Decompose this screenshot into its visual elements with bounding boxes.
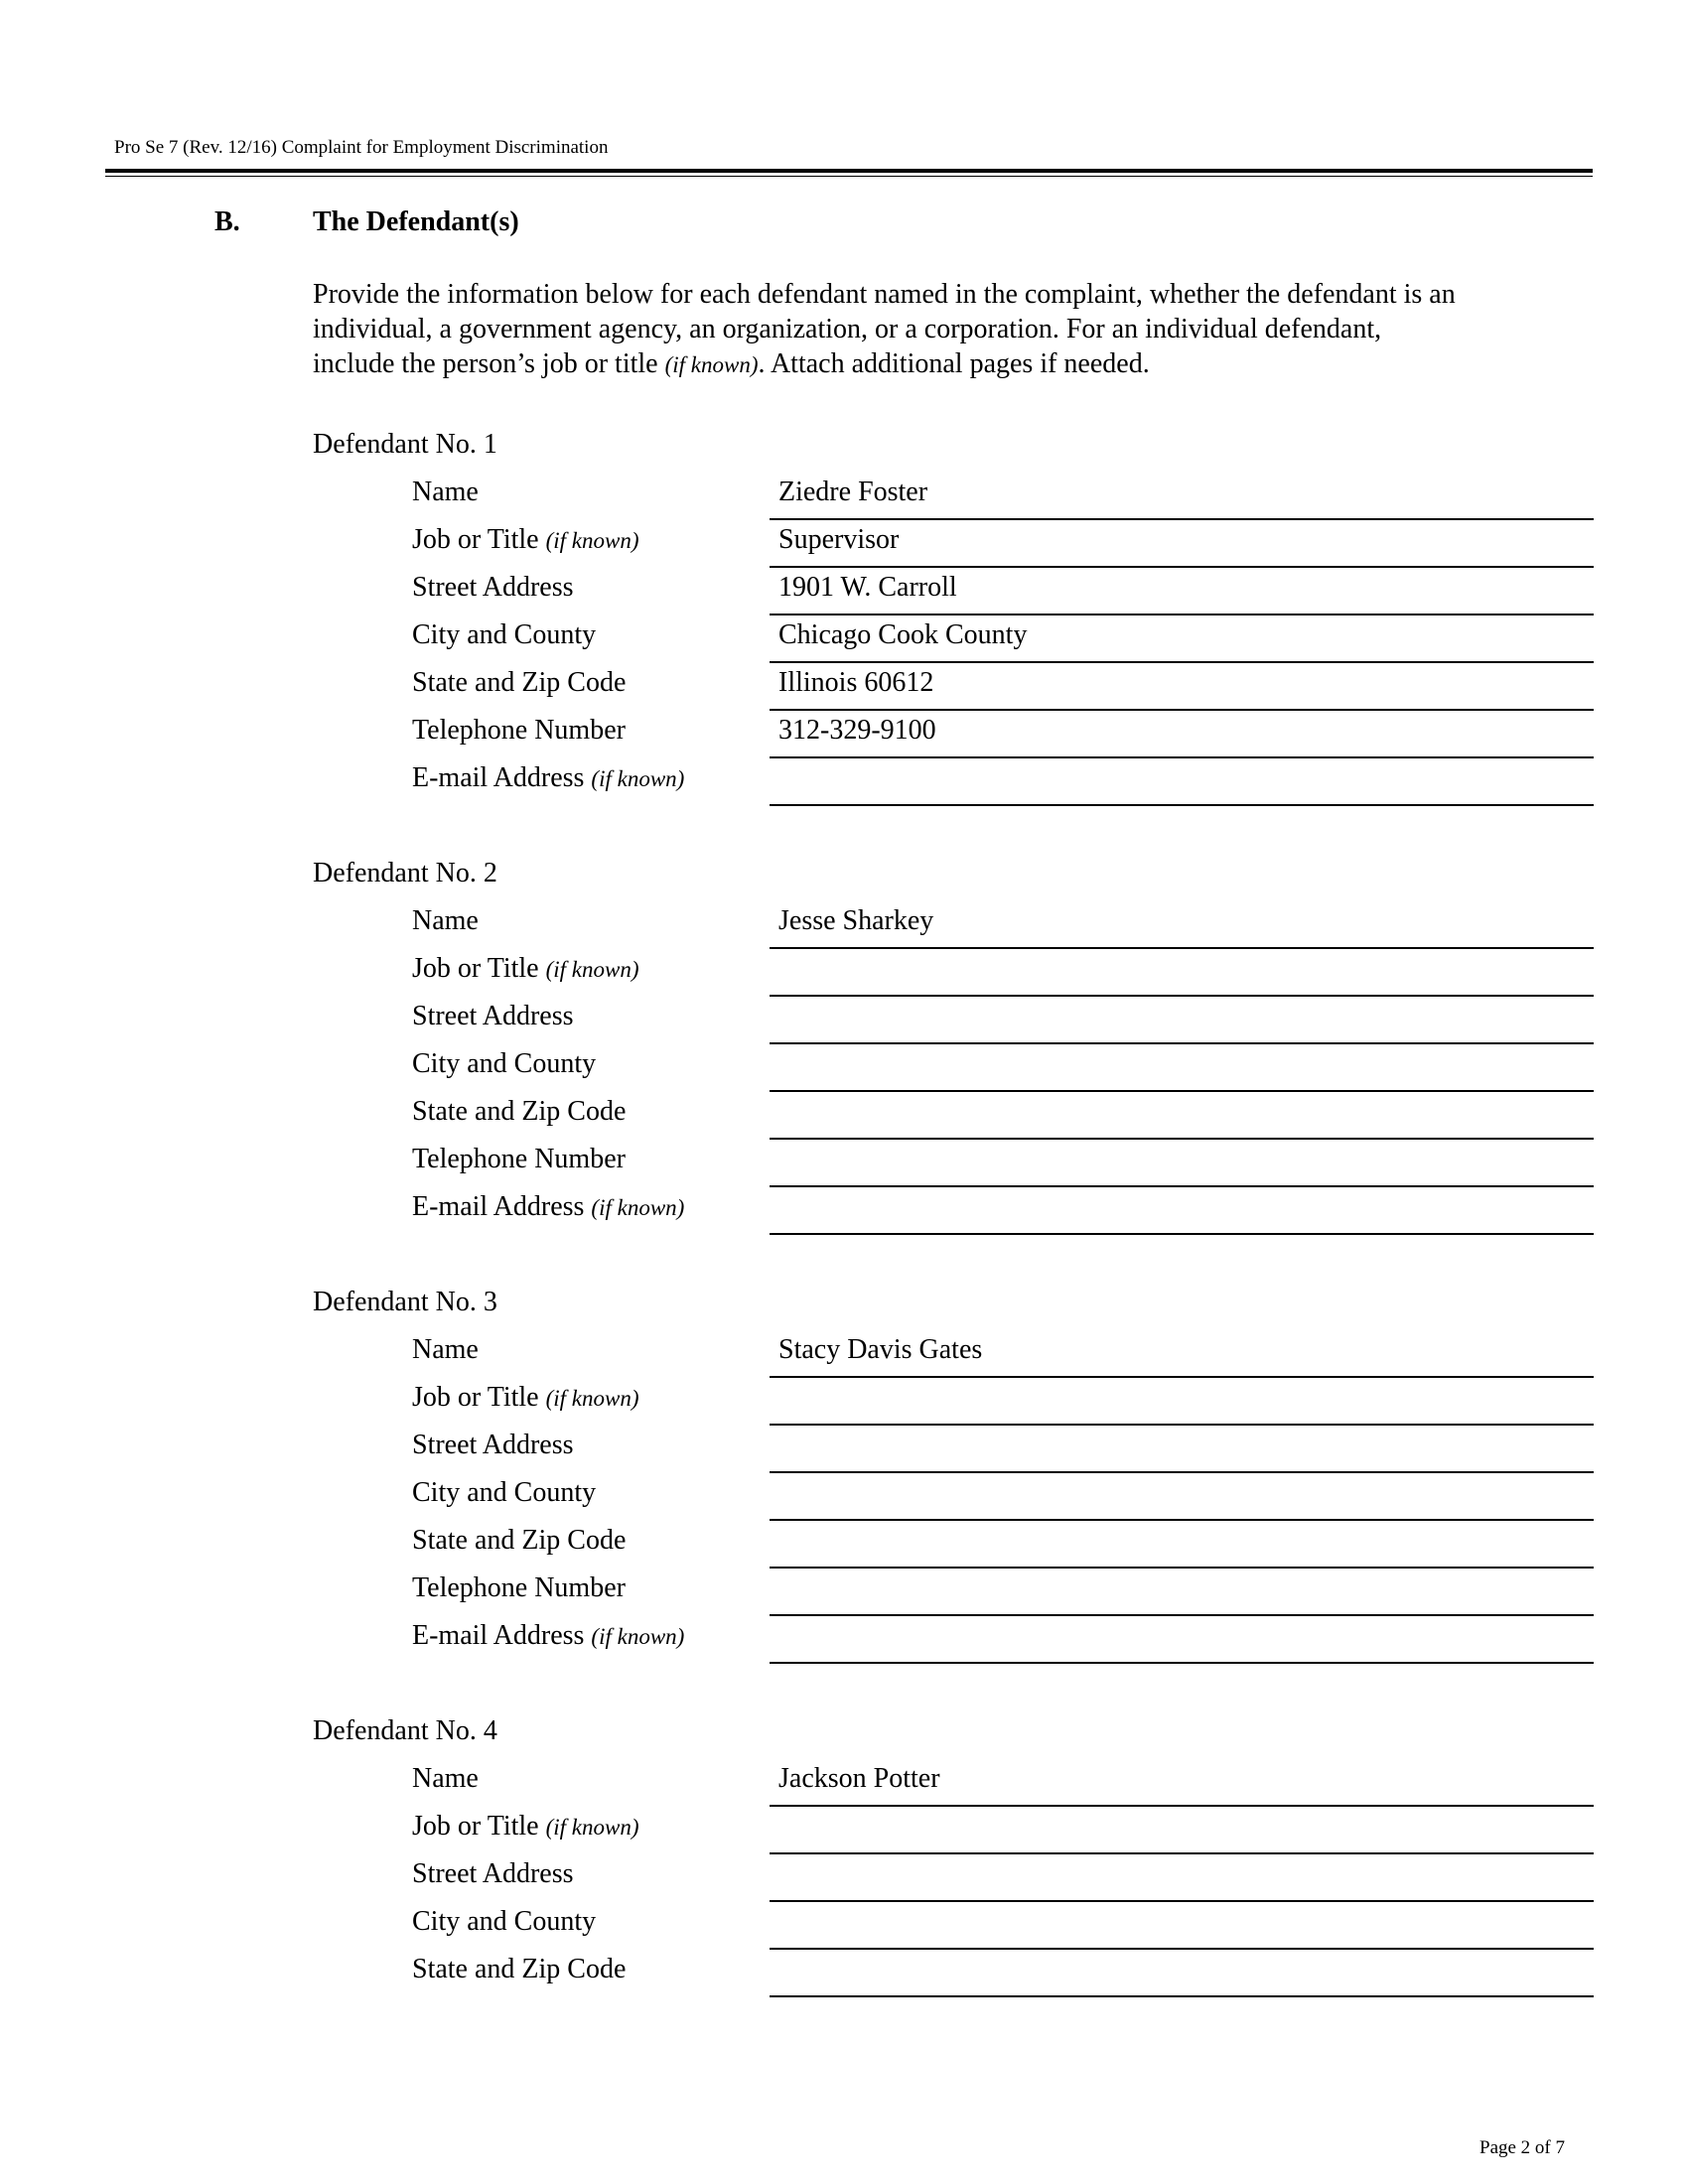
defendant-1-street-row <box>0 572 1688 619</box>
defendant-2-title: Defendant No. 2 <box>313 858 497 888</box>
city-label: City and County <box>412 1906 597 1937</box>
field-value: Jackson Potter <box>778 1763 940 1794</box>
email-label: E-mail Address (if known) <box>412 762 685 793</box>
defendant-2-street-row <box>0 1001 1688 1048</box>
state-label: State and Zip Code <box>412 1096 627 1127</box>
job-label: Job or Title (if known) <box>412 1382 639 1413</box>
field-value: Supervisor <box>778 524 900 555</box>
defendant-2-job-field[interactable] <box>770 953 1594 997</box>
state-label: State and Zip Code <box>412 667 627 698</box>
defendant-2-email-row <box>0 1191 1688 1239</box>
email-label: E-mail Address (if known) <box>412 1191 685 1222</box>
defendant-2-phone-field[interactable] <box>770 1144 1594 1187</box>
defendant-4-title: Defendant No. 4 <box>313 1715 497 1746</box>
instructions-line-2: individual, a government agency, an organization, or a corporation. For an individual defendant, <box>313 314 1382 344</box>
city-label: City and County <box>412 619 597 650</box>
field-value: 312-329-9100 <box>778 715 936 746</box>
defendant-4-state-field[interactable] <box>770 1954 1594 1997</box>
defendant-2-email-field[interactable] <box>770 1191 1594 1235</box>
name-label: Name <box>412 1334 479 1365</box>
defendant-3-title: Defendant No. 3 <box>313 1287 497 1317</box>
defendant-2-phone-row <box>0 1144 1688 1191</box>
phone-label: Telephone Number <box>412 715 626 746</box>
state-label: State and Zip Code <box>412 1954 627 1984</box>
defendant-4-job-field[interactable] <box>770 1811 1594 1854</box>
defendant-3-city-field[interactable] <box>770 1477 1594 1521</box>
name-label: Name <box>412 477 479 507</box>
defendant-3-name-field[interactable] <box>770 1334 1594 1378</box>
defendant-2-city-row <box>0 1048 1688 1096</box>
defendant-2-state-field[interactable] <box>770 1096 1594 1140</box>
defendant-3-street-row <box>0 1430 1688 1477</box>
defendant-3-state-field[interactable] <box>770 1525 1594 1569</box>
defendant-3-email-field[interactable] <box>770 1620 1594 1664</box>
page-number: Page 2 of 7 <box>1479 2137 1566 2158</box>
defendant-4-name-field[interactable] <box>770 1763 1594 1807</box>
defendant-3-state-row <box>0 1525 1688 1572</box>
field-value: Illinois 60612 <box>778 667 934 698</box>
header-rule-thick <box>105 169 1593 173</box>
job-label: Job or Title (if known) <box>412 953 639 984</box>
defendant-1-city-row <box>0 619 1688 667</box>
field-value: 1901 W. Carroll <box>778 572 957 603</box>
name-label: Name <box>412 905 479 936</box>
defendant-1-email-row <box>0 762 1688 810</box>
defendant-1-street-field[interactable] <box>770 572 1594 615</box>
defendant-1-phone-row <box>0 715 1688 762</box>
header-rule-thin <box>105 176 1593 177</box>
street-label: Street Address <box>412 1858 574 1889</box>
defendant-1-email-field[interactable] <box>770 762 1594 806</box>
field-value: Ziedre Foster <box>778 477 928 507</box>
defendant-4-state-row <box>0 1954 1688 2001</box>
defendant-1-phone-field[interactable] <box>770 715 1594 758</box>
form-header: Pro Se 7 (Rev. 12/16) Complaint for Employment Discrimination <box>114 137 609 158</box>
section-instructions <box>313 277 1604 382</box>
phone-label: Telephone Number <box>412 1572 626 1603</box>
instructions-line-3: include the person’s job or title (if known). Attach additional pages if needed. <box>313 348 1150 379</box>
state-label: State and Zip Code <box>412 1525 627 1556</box>
city-label: City and County <box>412 1048 597 1079</box>
defendant-1-job-row <box>0 524 1688 572</box>
street-label: Street Address <box>412 1001 574 1031</box>
defendant-3-phone-field[interactable] <box>770 1572 1594 1616</box>
defendant-3-name-row <box>0 1334 1688 1382</box>
defendant-2-name-field[interactable] <box>770 905 1594 949</box>
street-label: Street Address <box>412 1430 574 1460</box>
email-label: E-mail Address (if known) <box>412 1620 685 1651</box>
defendant-2-city-field[interactable] <box>770 1048 1594 1092</box>
defendant-2-state-row <box>0 1096 1688 1144</box>
defendant-3-city-row <box>0 1477 1688 1525</box>
defendant-1-state-row <box>0 667 1688 715</box>
defendant-4-job-row <box>0 1811 1688 1858</box>
section-letter: B. <box>214 206 240 237</box>
defendant-3-email-row <box>0 1620 1688 1668</box>
defendant-1-city-field[interactable] <box>770 619 1594 663</box>
defendant-2-job-row <box>0 953 1688 1001</box>
defendant-3-street-field[interactable] <box>770 1430 1594 1473</box>
defendant-3-job-field[interactable] <box>770 1382 1594 1426</box>
defendant-3-job-row <box>0 1382 1688 1430</box>
job-label: Job or Title (if known) <box>412 524 639 555</box>
defendant-4-name-row <box>0 1763 1688 1811</box>
defendant-1-name-row <box>0 477 1688 524</box>
city-label: City and County <box>412 1477 597 1508</box>
field-value: Jesse Sharkey <box>778 905 934 936</box>
instructions-line-1: Provide the information below for each defendant named in the complaint, whether the defendant is an <box>313 279 1456 310</box>
defendant-4-street-row <box>0 1858 1688 1906</box>
defendant-1-state-field[interactable] <box>770 667 1594 711</box>
defendant-1-title: Defendant No. 1 <box>313 429 497 460</box>
phone-label: Telephone Number <box>412 1144 626 1174</box>
defendant-4-city-field[interactable] <box>770 1906 1594 1950</box>
defendant-1-name-field[interactable] <box>770 477 1594 520</box>
defendant-1-job-field[interactable] <box>770 524 1594 568</box>
defendant-4-city-row <box>0 1906 1688 1954</box>
defendant-3-phone-row <box>0 1572 1688 1620</box>
field-value: Chicago Cook County <box>778 619 1028 650</box>
section-title: The Defendant(s) <box>313 206 519 237</box>
street-label: Street Address <box>412 572 574 603</box>
defendant-4-street-field[interactable] <box>770 1858 1594 1902</box>
defendant-2-street-field[interactable] <box>770 1001 1594 1044</box>
name-label: Name <box>412 1763 479 1794</box>
field-value: Stacy Davis Gates <box>778 1334 983 1365</box>
defendant-2-name-row <box>0 905 1688 953</box>
job-label: Job or Title (if known) <box>412 1811 639 1842</box>
